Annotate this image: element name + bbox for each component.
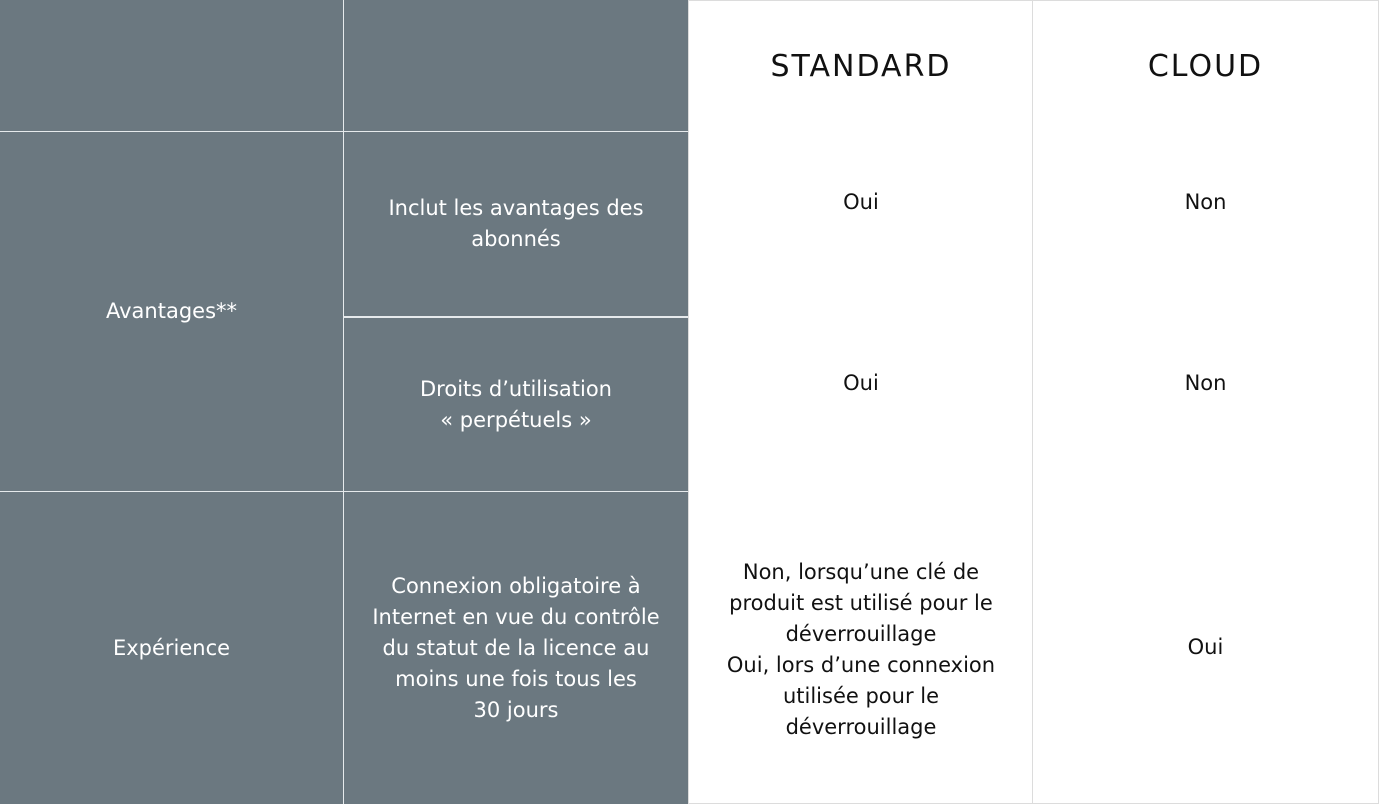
header-empty-cell-2 bbox=[344, 0, 688, 131]
dark-column-divider bbox=[343, 0, 344, 804]
row-group-avantages: Avantages** bbox=[0, 132, 343, 491]
cell-standard-perpetual-rights: Oui bbox=[688, 317, 1033, 492]
cell-cloud-perpetual-rights: Non bbox=[1032, 317, 1379, 492]
header-empty-cell-1 bbox=[0, 0, 343, 131]
dark-header-divider bbox=[0, 131, 688, 132]
dark-subrow-divider bbox=[344, 316, 688, 318]
row-label-perpetual-rights: Droits d’utilisation « perpétuels » bbox=[344, 318, 688, 491]
cell-standard-internet-connection: Non, lorsqu’une clé de produit est utilisé pour le déverrouillage Oui, lors d’une connexion utilisée pour le déverrouillage bbox=[688, 491, 1033, 804]
row-group-experience: Expérience bbox=[0, 492, 343, 804]
dark-group-divider bbox=[0, 491, 688, 492]
row-label-subscriber-benefits: Inclut les avantages des abonnés bbox=[344, 132, 688, 316]
column-header-standard: STANDARD bbox=[688, 0, 1033, 132]
row-label-internet-connection: Connexion obligatoire à Internet en vue du contrôle du statut de la licence au moins une fois tous les 30 jours bbox=[344, 492, 688, 804]
cell-cloud-subscriber-benefits: Non bbox=[1032, 131, 1379, 318]
cell-standard-subscriber-benefits: Oui bbox=[688, 131, 1033, 318]
cell-cloud-internet-connection: Oui bbox=[1032, 491, 1379, 804]
column-header-cloud: CLOUD bbox=[1032, 0, 1379, 132]
